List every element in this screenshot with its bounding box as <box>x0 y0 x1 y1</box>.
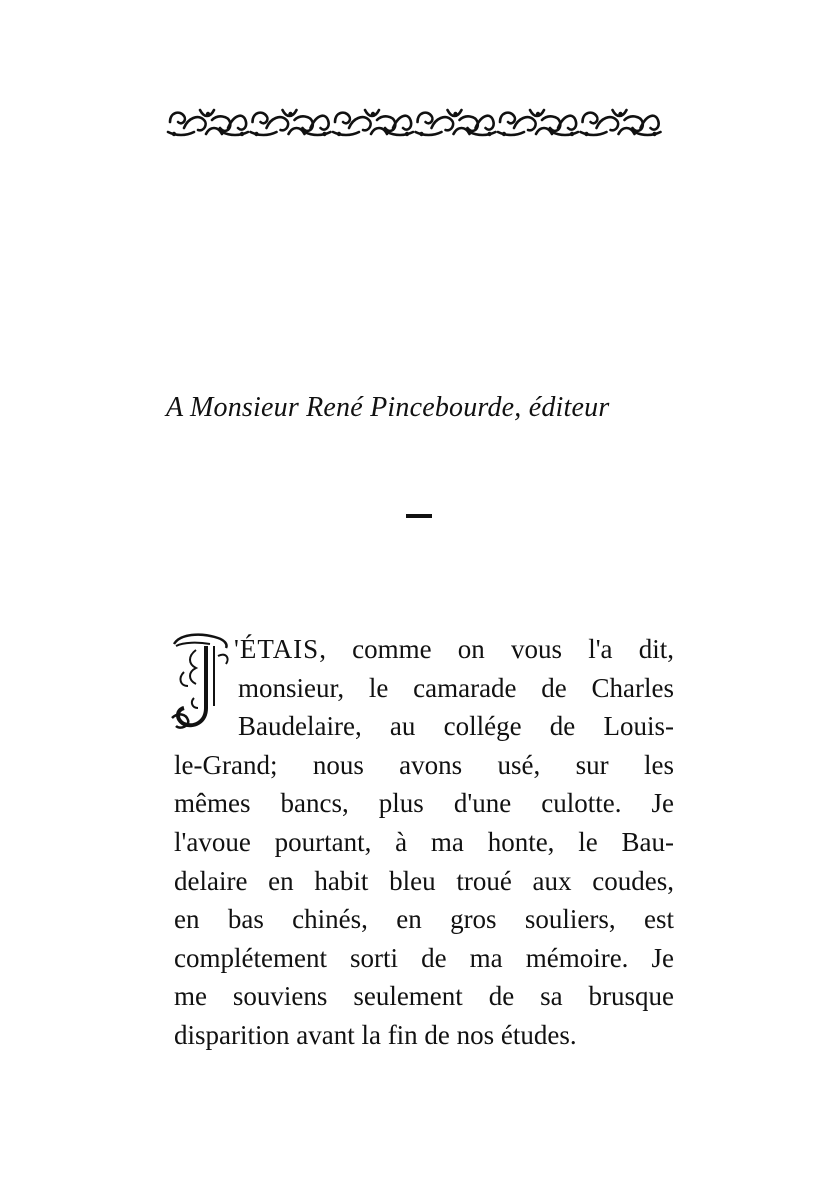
scroll-motif <box>581 110 661 136</box>
decorative-scroll-border-icon <box>166 104 662 140</box>
main-paragraph <box>174 630 674 1055</box>
scroll-motif <box>168 110 248 136</box>
text-line: Baudelaire, au collége de Louis- <box>238 711 674 742</box>
text-line: le-Grand; nous avons usé, sur les <box>174 749 674 780</box>
separator-dash <box>406 514 432 518</box>
text-line: complétement sorti de ma mémoire. Je <box>174 942 674 973</box>
opening-small-caps: 'ÉTAIS <box>234 634 320 664</box>
scroll-motif <box>416 110 496 136</box>
text-line: mêmes bancs, plus d'une culotte. Je <box>174 788 674 819</box>
scroll-motif <box>333 110 413 136</box>
text-line: l'avoue pourtant, à ma honte, le Bau- <box>174 826 674 857</box>
text-line: delaire en habit bleu troué aux coudes, <box>174 865 674 896</box>
text-line-rest: , comme on vous l'a dit, <box>319 634 674 664</box>
text-line: monsieur, le camarade de Charles <box>238 672 674 703</box>
text-line: me souviens seulement de sa brusque <box>174 981 674 1012</box>
scroll-motif <box>498 110 578 136</box>
scroll-motif <box>251 110 331 136</box>
text-line: disparition avant la fin de nos études. <box>174 1019 577 1050</box>
text-line: en bas chinés, en gros souliers, est <box>174 904 674 935</box>
dedication-heading: A Monsieur René Pincebourde, éditeur <box>166 392 610 423</box>
text-line <box>174 630 674 669</box>
